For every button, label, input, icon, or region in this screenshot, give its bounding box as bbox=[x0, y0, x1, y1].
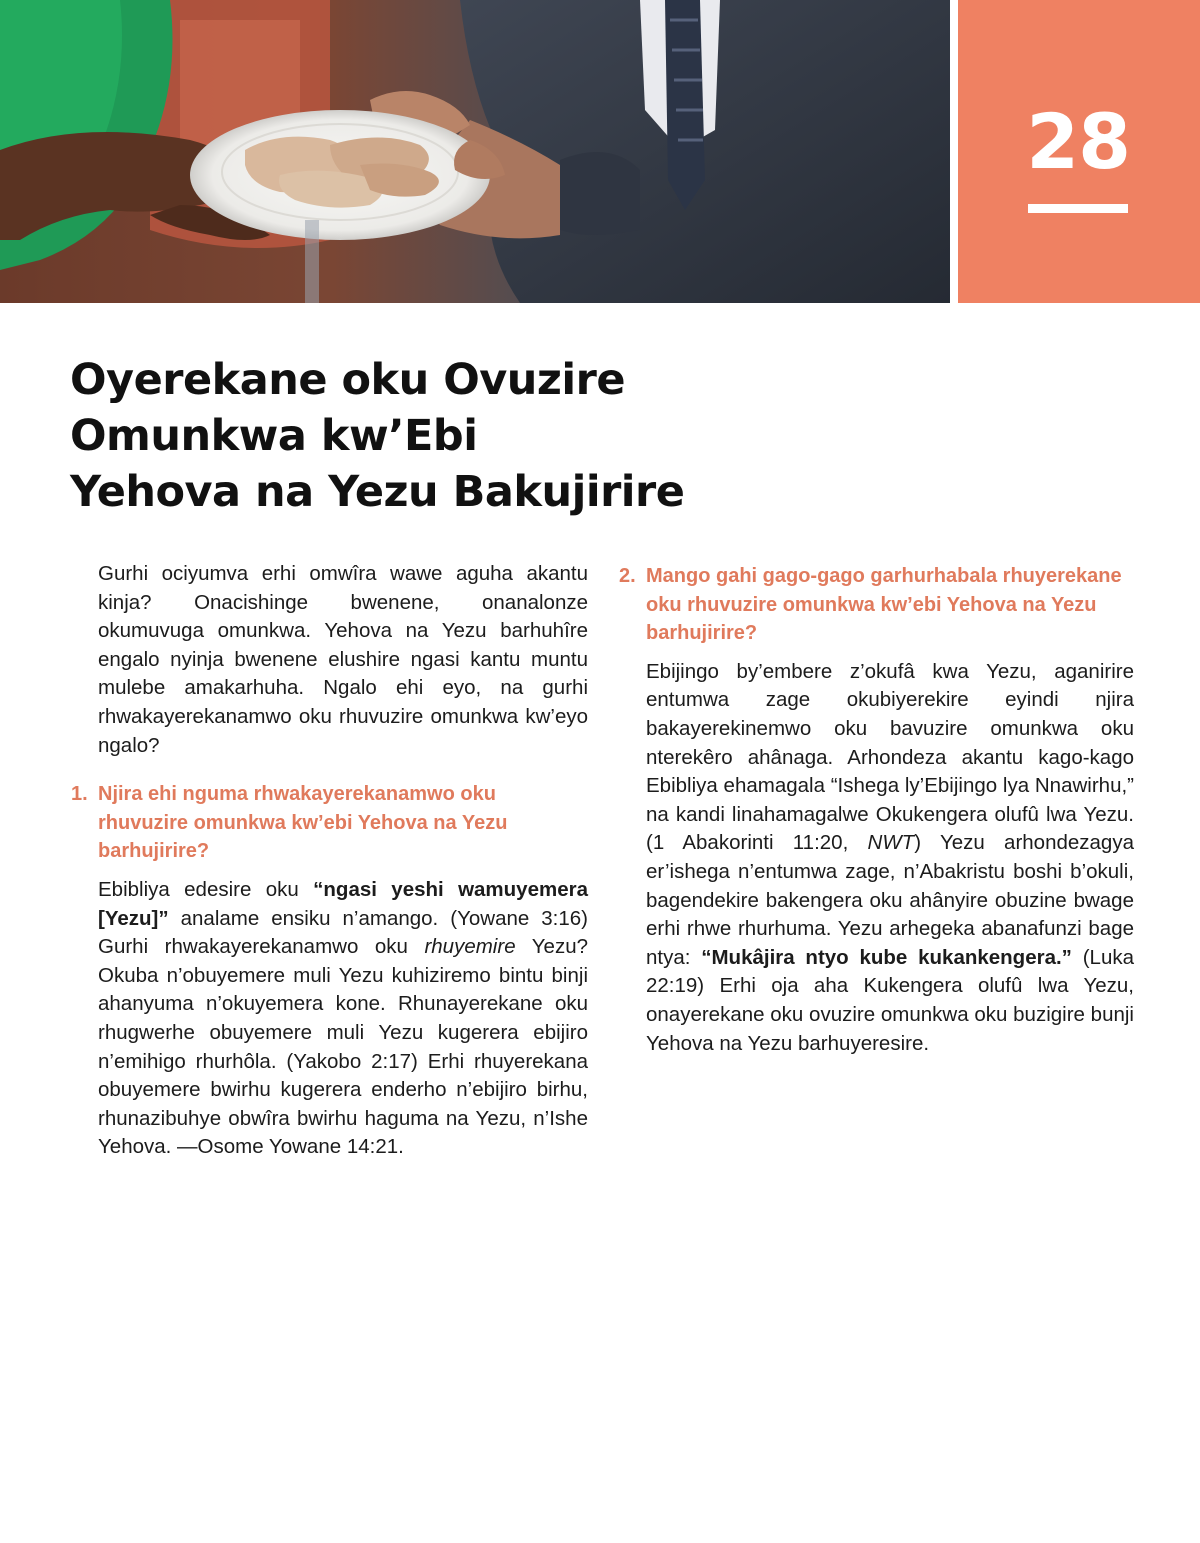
hero-photo bbox=[0, 0, 950, 303]
answer-2-italic: NWT bbox=[867, 831, 915, 855]
answer-1-part: Ebibliya edesire oku bbox=[98, 877, 314, 901]
answer-1-emphasis: “ngasi yeshi wamuyemera [Yezu]” bbox=[98, 877, 588, 930]
right-column bbox=[619, 562, 1134, 1058]
question-1 bbox=[71, 780, 588, 866]
answer-2-part: ) Yezu arhondezagya er’ishega n’entumwa zage, n’Abakristu boshi b’okuli, bagendekire bakengera oku ahânyire obuzine bwage erhi rhwe rhurhuma. Yezu arhegeka abanafunzi bage ntya: bbox=[646, 831, 1134, 969]
answer-2-emphasis: “Mukâjira ntyo kube kukankengera.” bbox=[701, 945, 1072, 969]
hero-photo-illustration bbox=[0, 0, 950, 303]
page-title bbox=[70, 352, 750, 520]
question-2-number: 2. bbox=[619, 565, 636, 587]
lesson-number-underline bbox=[1028, 204, 1128, 213]
title-line-3: Yehova na Yezu Bakujirire bbox=[70, 467, 685, 517]
question-2-text: Mango gahi gago-gago garhurhabala rhuyerekane oku rhuvuzire omunkwa kw’ebi Yehova na Yezu barhujirire? bbox=[646, 565, 1122, 645]
title-line-1: Oyerekane oku Ovuzire bbox=[70, 355, 626, 405]
answer-1-part: analame ensiku n’amango. (Yowane 3:16) Gurhi rhwakayerekanamwo oku bbox=[98, 906, 588, 959]
question-1-text: Njira ehi nguma rhwakayerekanamwo oku rhuvuzire omunkwa kw’ebi Yehova na Yezu barhujirire? bbox=[98, 783, 508, 863]
answer-2-part: Ebijingo by’embere z’okufâ kwa Yezu, aganirire entumwa zage okubiyerekire eyindi njira bakayerekinemwo oku bavuzire omunkwa oku nterekêro ahânaga. Arhondeza akantu kago-kago Ebibliya ehamagala “Ishega ly’Ebijingo lya Nnawirhu,” na kandi linahamagalwe Okukengera olufû lwa Yezu. (1 Abakorinti 11:20, bbox=[646, 659, 1134, 855]
answer-1-paragraph bbox=[98, 876, 588, 1162]
question-1-number: 1. bbox=[71, 783, 88, 806]
answer-2-part: (Luka 22:19) Erhi oja aha Kukengera olufû lwa Yezu, onayerekane oku ovuzire omunkwa oku buzigire bunji Yehova na Yezu barhuyeresire. bbox=[646, 945, 1134, 1055]
lesson-number: 28 bbox=[1026, 97, 1130, 186]
answer-2-paragraph bbox=[646, 658, 1134, 1058]
question-2 bbox=[619, 562, 1134, 648]
answer-1-italic: rhuyemire bbox=[424, 935, 516, 959]
left-column bbox=[71, 560, 588, 1162]
intro-paragraph: Gurhi ociyumva erhi omwîra wawe aguha akantu kinja? Onacishinge bwenene, onanalonze okumuvuga omunkwa. Yehova na Yezu barhuhîre engalo nyinja bwenene elushire ngasi kantu muntu mulebe amakarhuha. Ngalo ehi eyo, na gurhi rhwakayerekanamwo oku rhuvuzire omunkwa kw’eyo ngalo? bbox=[98, 562, 588, 757]
lesson-number-box bbox=[958, 0, 1200, 303]
answer-1-part: Yezu? Okuba n’obuyemere muli Yezu kuhiziremo bintu binji ahanyuma n’okuyemera kone. Rhunayerekane oku rhugwerhe obuyemere muli Yezu kugerera ebijiro n’emihigo rhurhôla. (Yakobo 2:17) Erhi rhuyerekana obuyemere bwirhu kugerera enderho n’ebijiro birhu, rhunazibuhye obwîra bwirhu haguma na Yezu, n’Ishe Yehova. —Osome Yowane 14:21. bbox=[98, 935, 588, 1159]
title-line-2: Omunkwa kw’Ebi bbox=[70, 411, 478, 461]
